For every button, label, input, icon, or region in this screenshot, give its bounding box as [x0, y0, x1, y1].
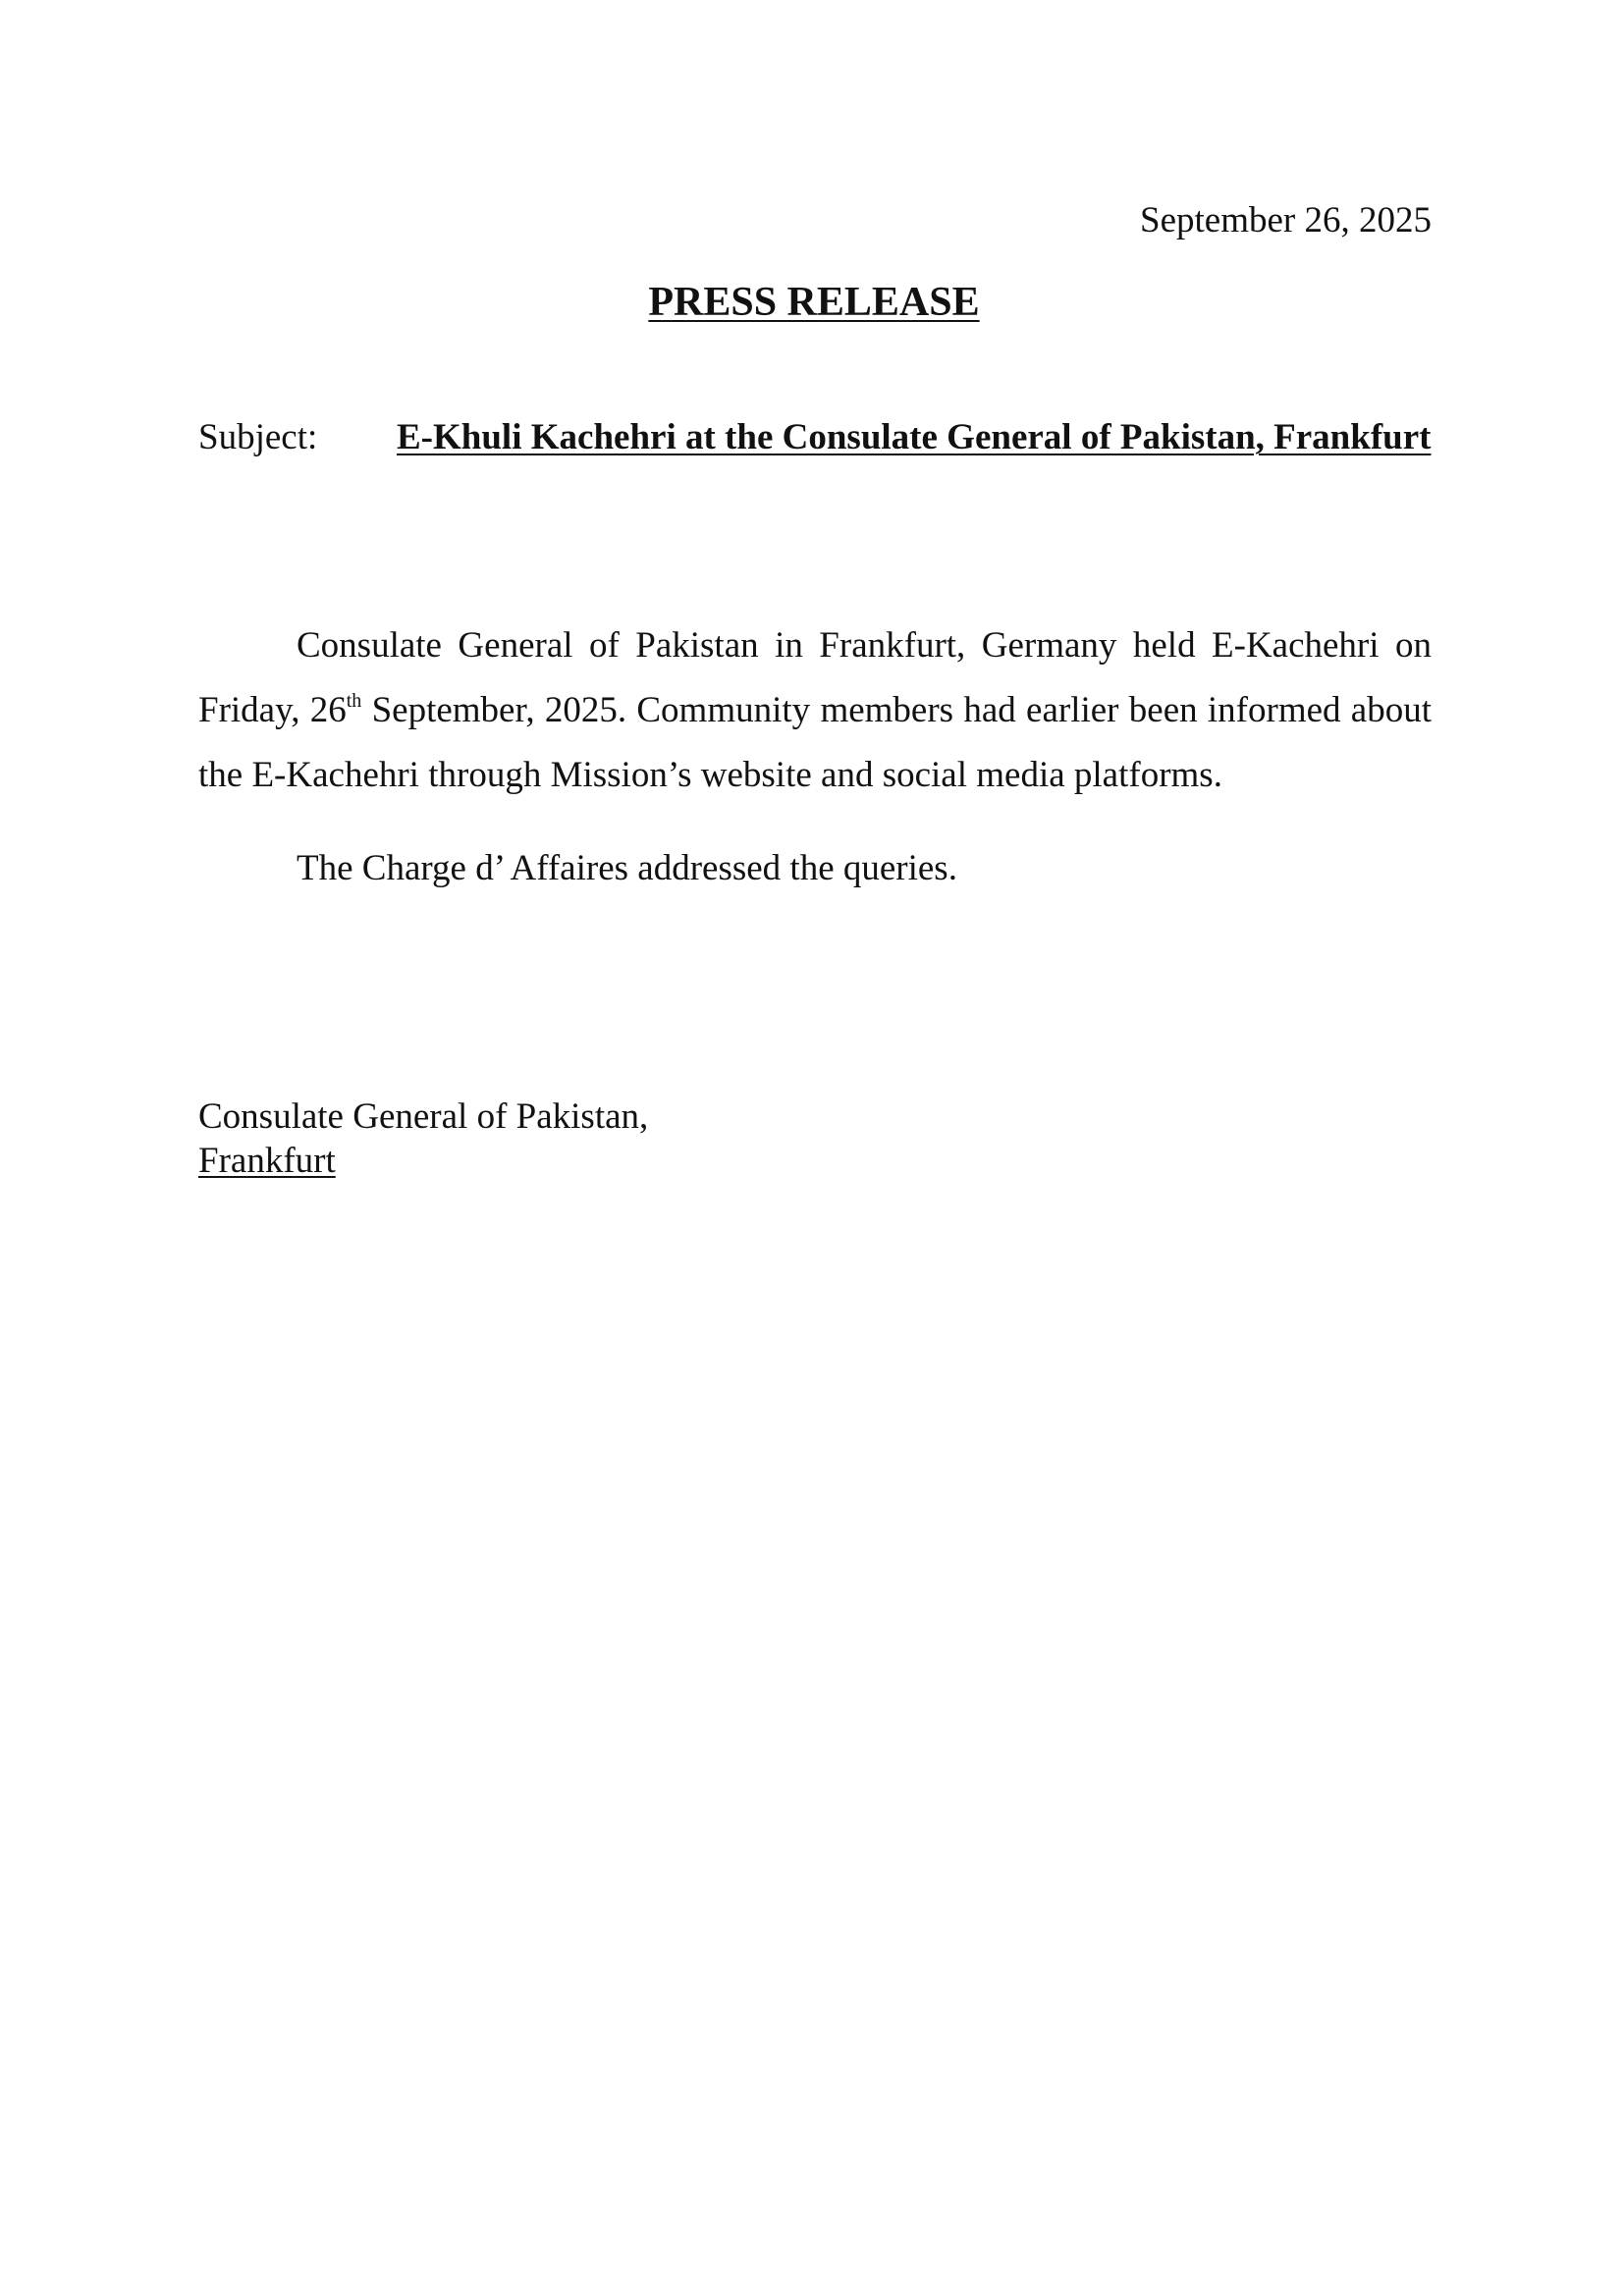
body-paragraph-1 [198, 614, 1432, 808]
body-paragraph-2: The Charge d’ Affaires addressed the queries. [297, 848, 957, 888]
paragraph1-text-part2: September, 2025. Community members had earlier been informed about the E-Kachehri through Mission’s website and social media platforms. [198, 690, 1433, 795]
subject-label: Subject: [198, 417, 318, 457]
paragraph1-text-part1: Consulate General of Pakistan in Frankfurt, Germany held E-Kachehri on Friday, 26 [198, 625, 1432, 730]
document-title: PRESS RELEASE [648, 280, 980, 325]
release-date: September 26, 2025 [1140, 200, 1432, 240]
signature-city: Frankfurt [198, 1141, 336, 1181]
signature-organization: Consulate General of Pakistan, [198, 1096, 649, 1137]
ordinal-superscript: th [346, 689, 362, 712]
subject-text: E-Khuli Kachehri at the Consulate General of Pakistan, Frankfurt [397, 417, 1432, 457]
